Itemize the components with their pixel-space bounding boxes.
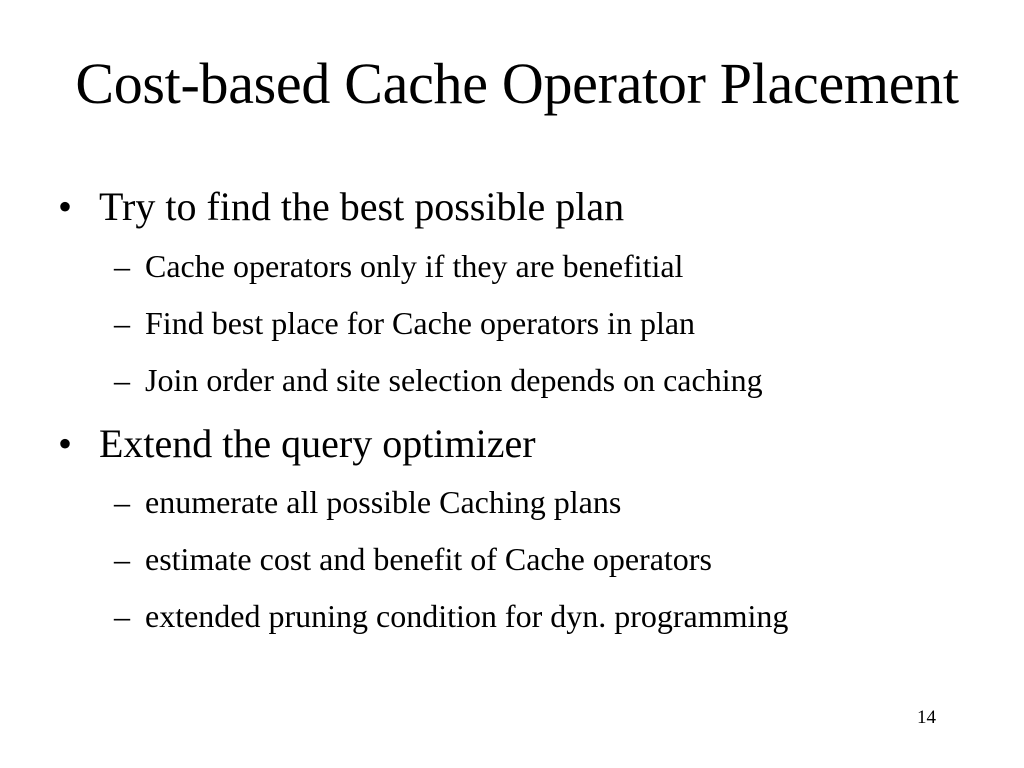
subitem-enumerate-caching-plans — [114, 483, 621, 521]
bullet-item-extend-query-optimizer — [58, 420, 536, 468]
dash-icon: – — [114, 484, 130, 520]
subitem-find-best-place — [114, 304, 695, 342]
subitem-text: Find best place for Cache operators in plan — [145, 305, 696, 341]
subitem-text: extended pruning condition for dyn. programming — [145, 598, 789, 634]
subitem-join-order-site-selection — [114, 361, 763, 399]
subitem-extended-pruning-condition — [114, 597, 788, 635]
dash-icon: – — [114, 541, 130, 577]
subitem-cache-operators-benefitial — [114, 247, 683, 285]
subitem-text: Join order and site selection depends on caching — [145, 362, 763, 398]
subitem-text: estimate cost and benefit of Cache operators — [145, 541, 712, 577]
page-number: 14 — [917, 707, 936, 728]
subitem-text: enumerate all possible Caching plans — [145, 484, 622, 520]
dash-icon: – — [114, 305, 130, 341]
dash-icon: – — [114, 248, 130, 284]
slide-title: Cost-based Cache Operator Placement — [75, 51, 959, 116]
dash-icon: – — [114, 362, 130, 398]
bullet-icon: • — [58, 421, 73, 466]
subitem-text: Cache operators only if they are benefitial — [145, 248, 684, 284]
bullet-text: Try to find the best possible plan — [99, 184, 625, 229]
bullet-icon: • — [58, 184, 73, 229]
subitem-estimate-cost-benefit — [114, 540, 712, 578]
bullet-text: Extend the query optimizer — [99, 421, 536, 466]
bullet-item-try-best-plan — [58, 183, 624, 231]
dash-icon: – — [114, 598, 130, 634]
